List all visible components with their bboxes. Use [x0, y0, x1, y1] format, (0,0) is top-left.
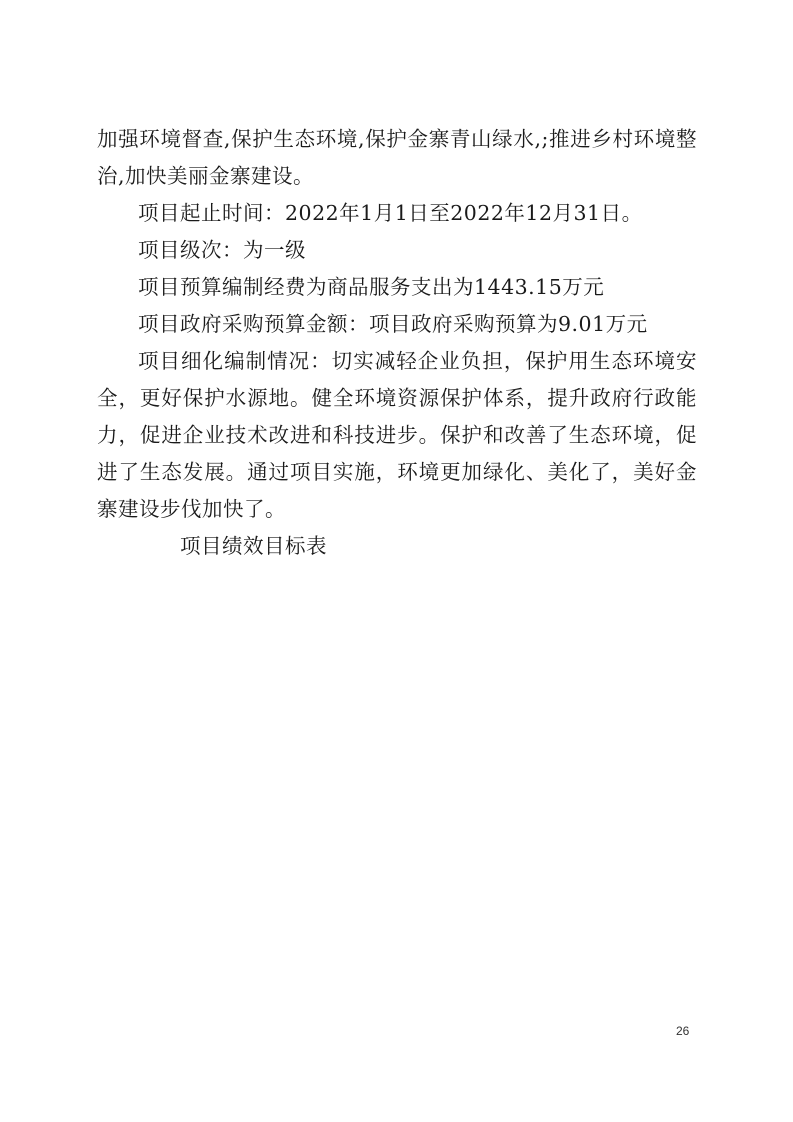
paragraph-project-level: 项目级次：为一级 [138, 238, 306, 262]
paragraph-project-period: 项目起止时间：2022年1月1日至2022年12月31日。 [138, 201, 643, 225]
table-title: 项目绩效目标表 [180, 534, 327, 558]
paragraph-budget-funding: 项目预算编制经费为商品服务支出为1443.15万元 [138, 275, 605, 299]
paragraph-procurement-budget: 项目政府采购预算金额：项目政府采购预算为9.01万元 [138, 312, 648, 336]
paragraph-environment-supervision: 加强环境督查,保护生态环境,保护金寨青山绿水,;推进乡村环境整治,加快美丽金寨建设。 [97, 127, 697, 188]
paragraph-detailed-plan: 项目细化编制情况：切实减轻企业负担，保护用生态环境安全，更好保护水源地。健全环境资源保护体系，提升政府行政能力，促进企业技术改进和科技进步。保护和改善了生态环境，促进了生态发展。通过项目实施，环境更加绿化、美化了，美好金寨建设步伐加快了。 [97, 349, 697, 521]
body-text [97, 121, 697, 565]
page-number: 26 [676, 1024, 690, 1038]
